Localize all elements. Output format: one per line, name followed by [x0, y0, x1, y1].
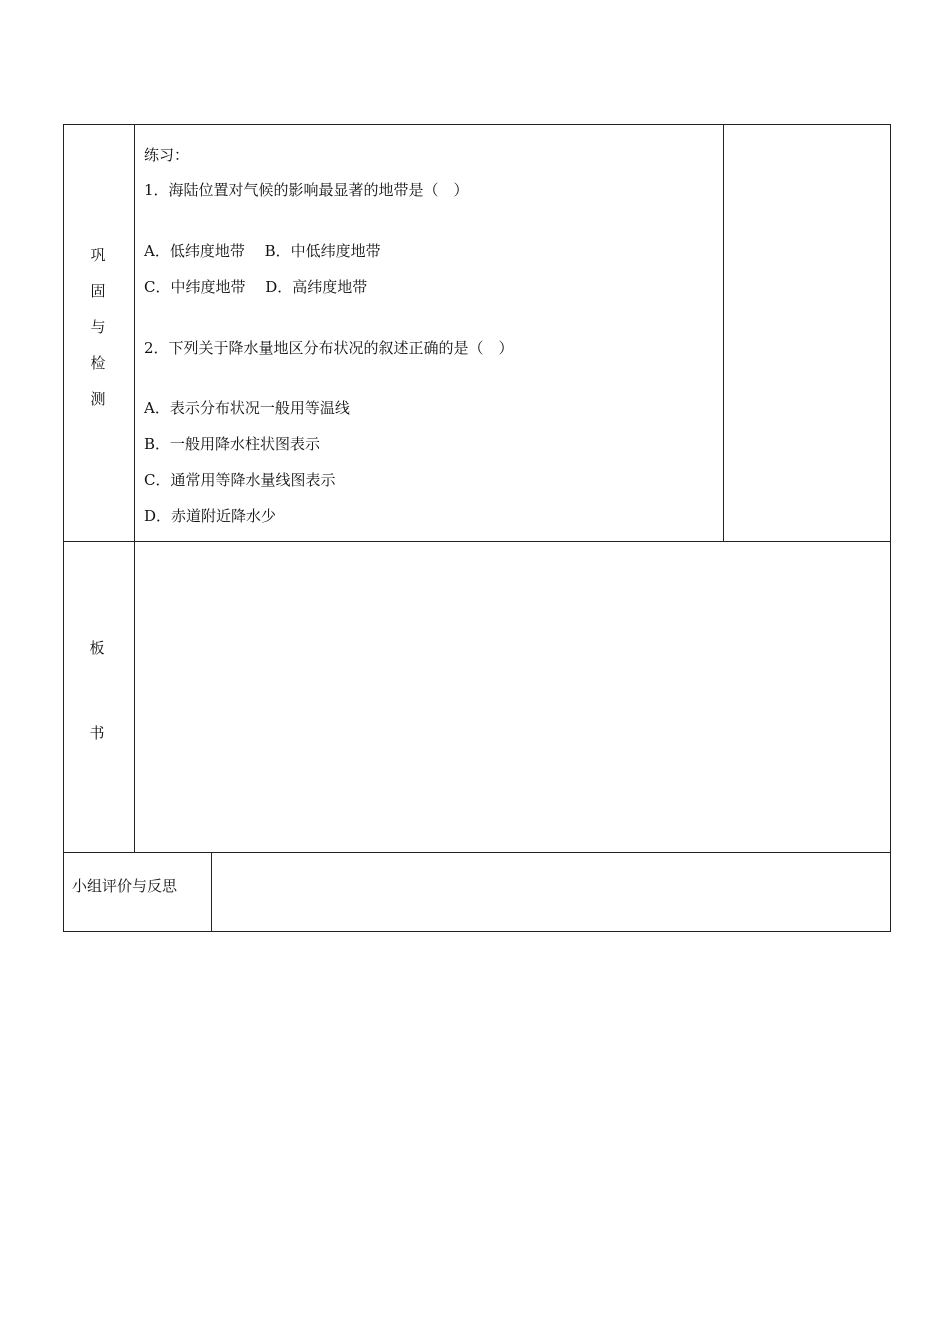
consolidate-label-char: 测 — [90, 390, 106, 408]
question-1-options-row-2: C．中纬度地带 D．高纬度地带 — [144, 278, 368, 296]
consolidate-label-char: 巩 — [90, 246, 106, 264]
evaluation-label: 小组评价与反思 — [72, 877, 178, 895]
question-1-options-row-1: A．低纬度地带 B．中低纬度地带 — [144, 242, 381, 260]
consolidate-label-char: 检 — [90, 354, 106, 372]
table-divider-1 — [63, 541, 891, 542]
consolidate-label-char: 固 — [90, 282, 106, 300]
exercise-heading: 练习： — [144, 146, 190, 164]
table-border-bottom — [63, 931, 891, 932]
label-column-divider — [134, 124, 135, 853]
board-label-char: 书 — [89, 724, 105, 742]
table-border-top — [63, 124, 891, 125]
question-1-stem: 1．海陆位置对气候的影响最显著的地带是（ ） — [144, 181, 469, 199]
evaluation-column-divider — [211, 852, 212, 932]
table-border-right — [890, 124, 891, 932]
question-2-option-d: D．赤道附近降水少 — [144, 507, 277, 525]
question-2-option-a: A．表示分布状况一般用等温线 — [144, 399, 350, 417]
table-divider-2 — [63, 852, 891, 853]
board-label-char: 板 — [89, 639, 105, 657]
notes-column-divider — [723, 124, 724, 542]
consolidate-label-char: 与 — [90, 318, 106, 336]
question-2-option-c: C．通常用等降水量线图表示 — [144, 471, 336, 489]
table-border-left — [63, 124, 64, 932]
question-2-option-b: B．一般用降水柱状图表示 — [144, 435, 321, 453]
question-2-stem: 2．下列关于降水量地区分布状况的叙述正确的是（ ） — [144, 339, 514, 357]
